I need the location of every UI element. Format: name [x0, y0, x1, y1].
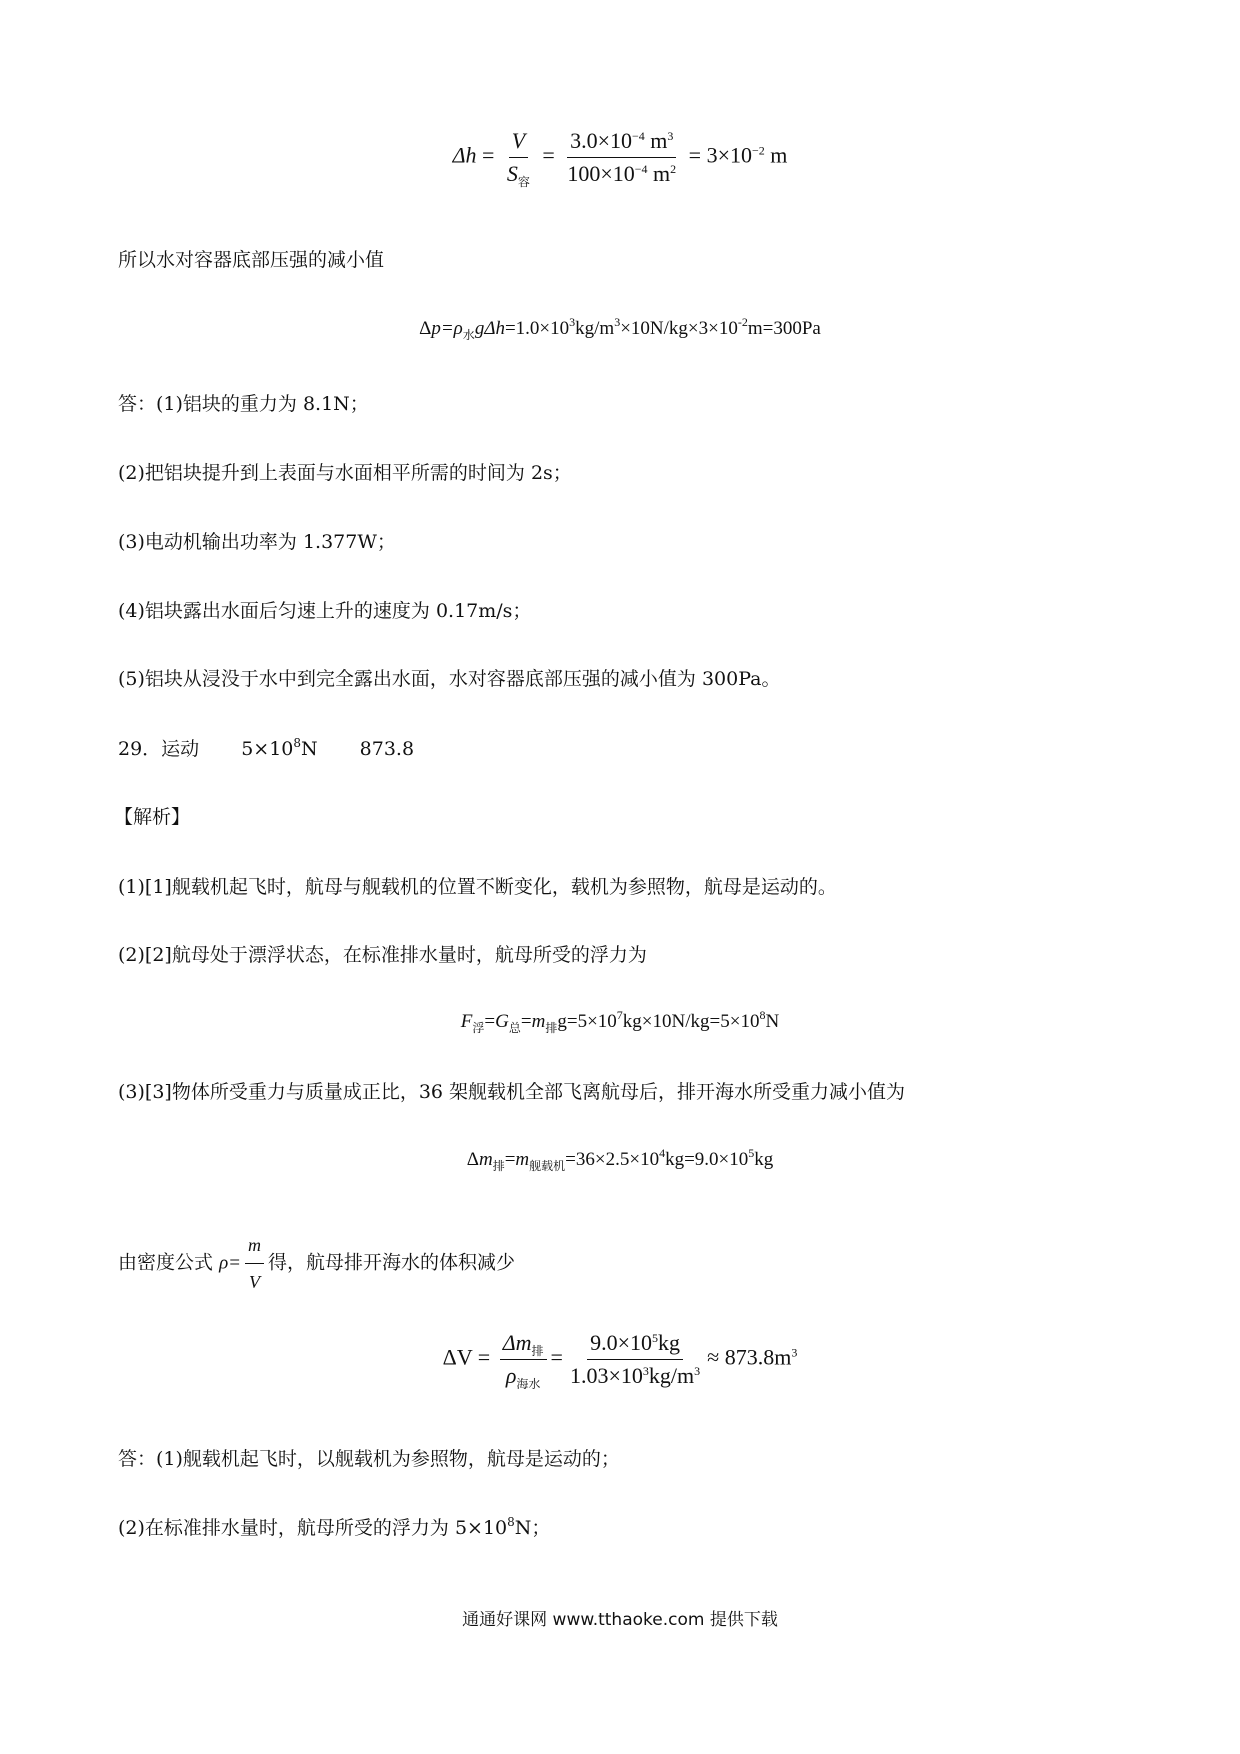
q29-answer-2: $5\times 10^8N$: [241, 736, 318, 760]
final-answer-1: 答：(1)舰载机起飞时，以舰载机为参照物，航母是运动的；: [118, 1448, 620, 1470]
eq1-fraction-v-s: $\frac{V}{S_容}$: [506, 128, 530, 189]
eq1-result: 3×10: [706, 142, 753, 168]
eq5-fraction-symbolic: $\frac{\Delta m_排}{\rho_{海水}}$: [500, 1330, 547, 1389]
page-footer: 通通好课网 www.tthaoke.com 提供下载: [462, 1610, 778, 1630]
equation-buoyancy: $F_浮=G_总=m_排g=5\times 10^7kg\times 10N/kg=5\times 10^8N$: [460, 1008, 780, 1035]
solution-step-3: (3)[3]物体所受重力与质量成正比，36 架舰载机全部飞离航母后，排开海水所受重力减小值为: [118, 1081, 906, 1103]
solution-step-2: (2)[2]航母处于漂浮状态，在标准排水量时，航母所受的浮力为: [118, 944, 647, 966]
answer-line-2: (2)把铝块提升到上表面与水面相平所需的时间为 2s；: [118, 462, 572, 484]
eq1-lhs: Δh: [452, 142, 477, 168]
answer-line-4: (4)铝块露出水面后匀速上升的速度为 0.17m/s；: [118, 600, 532, 622]
q29-answer-3: 873.8: [359, 738, 415, 760]
density-formula-line: 由密度公式 ρ= $\frac{m}{V}$ 得，航母排开海水的体积减少: [118, 1230, 515, 1297]
solution-step-1: (1)[1]舰载机起飞时，航母与舰载机的位置不断变化，载机为参照物，航母是运动的。: [118, 876, 837, 898]
analysis-heading: 【解析】: [114, 806, 191, 828]
density-fraction: $\frac{m}{V}$: [245, 1230, 264, 1297]
equation-delta-h: Δh = $\frac{V}{S_容}$ = $\frac{3.0\times 10^{-4} m^3}{100\times 10^{-4} m^2}$ = $3\times 10^{-2}$ m: [452, 128, 788, 189]
q29-answer-1: 29．运动: [118, 738, 200, 760]
paragraph-pressure-decrease: 所以水对容器底部压强的减小值: [118, 249, 385, 271]
equation-mass-change: $\Delta m_排=m_{舰载机}=36\times 2.5\times 10^4kg=9.0\times 10^5kg$: [466, 1146, 774, 1173]
answer-line-3: (3)电动机输出功率为 1.377W；: [118, 531, 396, 553]
eq5-fraction-values: $\frac{9.0\times 10^5kg}{1.03\times 10^3kg/m^3}$: [569, 1330, 701, 1388]
equation-volume-change: ΔV = $\frac{\Delta m_排}{\rho_{海水}}$ = $\frac{9.0\times 10^5kg}{1.03\times 10^3kg/m^3}$ ≈ $873.8m^3$: [442, 1330, 798, 1391]
final-answer-2: (2)在标准排水量时，航母所受的浮力为 $5\times 10^8N$；: [118, 1515, 551, 1539]
eq1-fraction-values: $\frac{3.0\times 10^{-4} m^3}{100\times 10^{-4} m^2}$: [567, 128, 677, 186]
answer-line-5: (5)铝块从浸没于水中到完全露出水面，水对容器底部压强的减小值为 300Pa。: [118, 668, 781, 690]
answer-line-1: 答：(1)铝块的重力为 8.1N；: [118, 393, 369, 415]
question-29-answers: [118, 737, 414, 761]
equation-delta-p: $\Delta p=\rho_水g\Delta h=1.0\times 10^3kg/m^3\times 10N/kg\times 3\times 10^{-2}m=300Pa$: [419, 315, 821, 342]
